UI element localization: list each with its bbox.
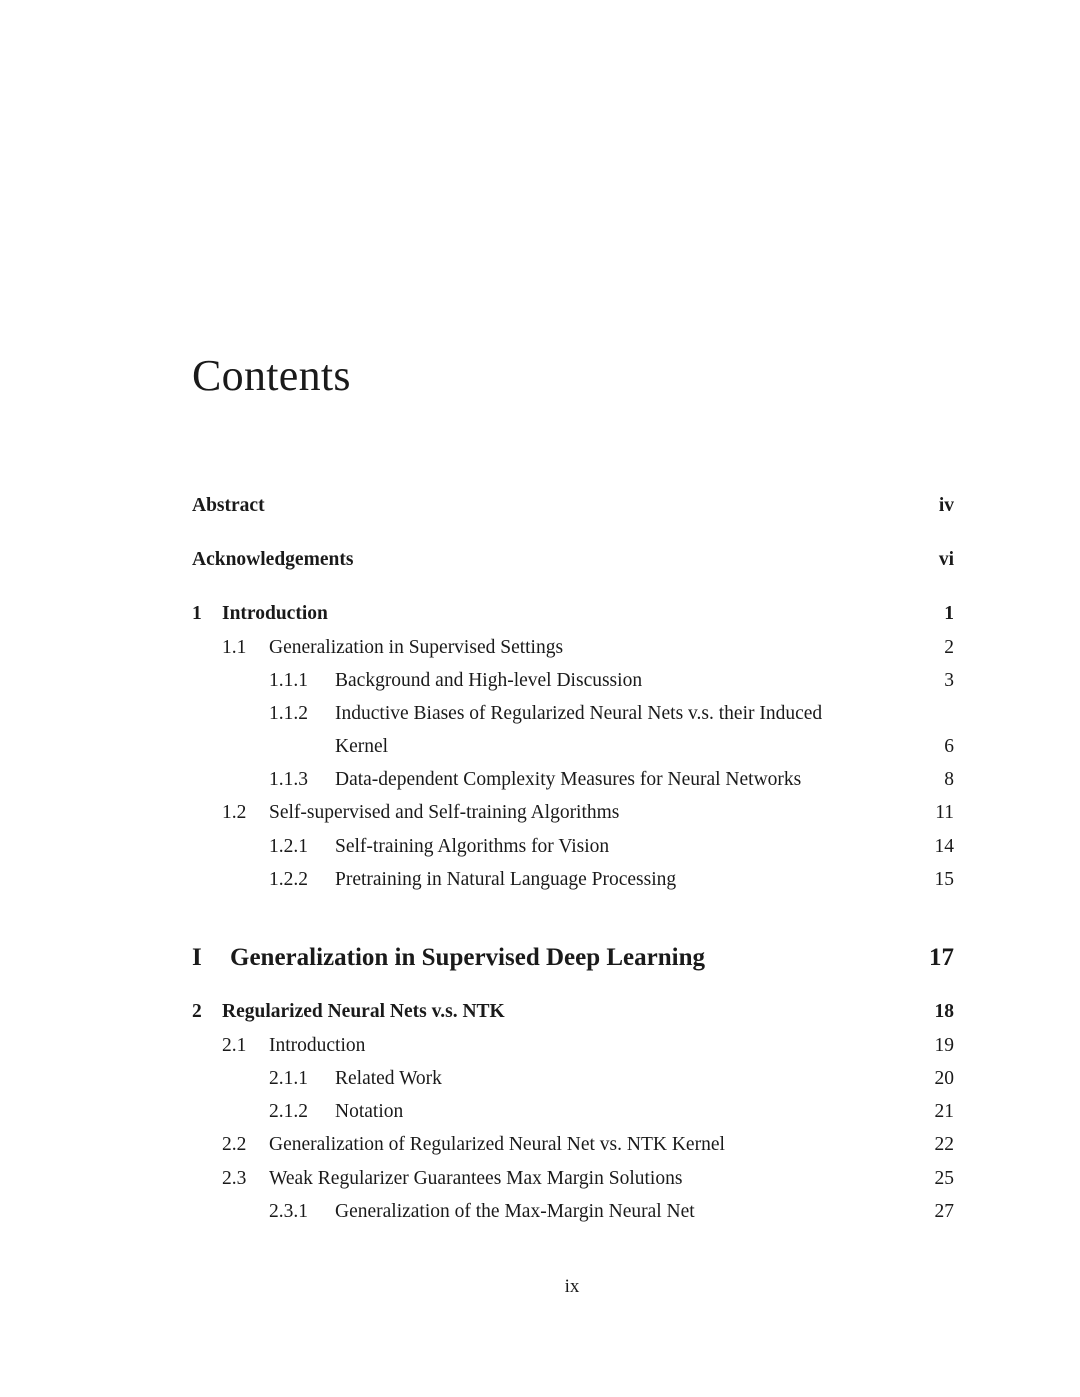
toc-entry-chapter-2[interactable] <box>192 997 954 1027</box>
toc-entry-1-2[interactable] <box>192 798 954 828</box>
toc-page-number: 19 <box>934 1035 954 1056</box>
toc-number: 2.1 <box>222 1035 247 1056</box>
toc-label: Generalization of the Max-Margin Neural Net <box>335 1201 695 1222</box>
toc-label: Generalization in Supervised Settings <box>269 637 564 658</box>
toc-entry-2-2[interactable] <box>192 1130 954 1160</box>
toc-label: Self-supervised and Self-training Algorithms <box>269 802 620 823</box>
page-title: Contents <box>192 351 351 400</box>
toc-page-number: 20 <box>934 1068 954 1089</box>
toc-label: Background and High-level Discussion <box>335 670 643 691</box>
toc-number: 2.1.2 <box>269 1101 308 1122</box>
footer-page-number: ix <box>564 1276 580 1297</box>
toc-entry-2-1-1[interactable] <box>192 1064 954 1094</box>
toc-page-number: 11 <box>935 802 954 823</box>
toc-number: 1.1.3 <box>269 769 308 790</box>
toc-page-number: 17 <box>929 944 954 971</box>
toc-number: 1.1.2 <box>269 703 308 724</box>
toc-page-number: 1 <box>944 603 954 624</box>
toc-entry-1-1-2-continued[interactable] <box>192 732 954 762</box>
toc-label: Introduction <box>222 603 328 624</box>
toc-label: Introduction <box>269 1035 366 1056</box>
toc-page-number: 25 <box>934 1168 954 1189</box>
toc-entry-1-2-2[interactable] <box>192 865 954 895</box>
toc-page-number: iv <box>938 495 954 516</box>
toc-number: 1.2 <box>222 802 247 823</box>
toc-number: 1 <box>192 603 202 624</box>
toc-page-number: 27 <box>934 1201 954 1222</box>
toc-label: Abstract <box>192 495 265 516</box>
toc-label: Regularized Neural Nets v.s. NTK <box>222 1001 505 1022</box>
toc-page-number: 15 <box>934 869 954 890</box>
toc-entry-1-1-2[interactable] <box>192 699 954 729</box>
toc-entry-abstract[interactable] <box>192 491 954 521</box>
toc-number: 2 <box>192 1001 202 1022</box>
toc-number: 1.1 <box>222 637 247 658</box>
toc-entry-part-1[interactable] <box>192 941 954 975</box>
toc-entry-1-1[interactable] <box>192 633 954 663</box>
toc-entry-1-1-1[interactable] <box>192 666 954 696</box>
toc-label: Weak Regularizer Guarantees Max Margin Solutions <box>269 1168 683 1189</box>
toc-number: 2.2 <box>222 1134 247 1155</box>
toc-page-number: 21 <box>934 1101 954 1122</box>
toc-page-number: 3 <box>944 670 954 691</box>
toc-number: 1.2.2 <box>269 869 308 890</box>
toc-label: Data-dependent Complexity Measures for Neural Networks <box>335 769 802 790</box>
toc-entry-2-3[interactable] <box>192 1164 954 1194</box>
toc-number: 1.1.1 <box>269 670 308 691</box>
toc-number: 2.1.1 <box>269 1068 308 1089</box>
toc-page-number: 18 <box>934 1001 954 1022</box>
toc-label: Self-training Algorithms for Vision <box>335 836 610 857</box>
toc-label: Generalization in Supervised Deep Learning <box>230 944 705 971</box>
toc-page-number: 22 <box>934 1134 954 1155</box>
toc-page-number: 6 <box>944 736 954 757</box>
toc-number: 2.3 <box>222 1168 247 1189</box>
toc-entry-1-1-3[interactable] <box>192 765 954 795</box>
toc-number: I <box>192 944 202 971</box>
toc-page-number: vi <box>938 549 954 570</box>
toc-label: Pretraining in Natural Language Processing <box>335 869 677 890</box>
toc-number: 1.2.1 <box>269 836 308 857</box>
toc-number: 2.3.1 <box>269 1201 308 1222</box>
toc-label-continued: Kernel <box>335 736 389 757</box>
toc-entry-2-3-1[interactable] <box>192 1197 954 1227</box>
toc-entry-acknowledgements[interactable] <box>192 545 954 575</box>
toc-label: Notation <box>335 1101 404 1122</box>
toc-label: Acknowledgements <box>192 549 354 570</box>
toc-entry-2-1-2[interactable] <box>192 1097 954 1127</box>
toc-entry-2-1[interactable] <box>192 1031 954 1061</box>
toc-page-number: 2 <box>944 637 954 658</box>
toc-label: Generalization of Regularized Neural Net vs. NTK Kernel <box>269 1134 725 1155</box>
toc-entry-1-2-1[interactable] <box>192 832 954 862</box>
toc-page-number: 8 <box>944 769 954 790</box>
toc-label: Inductive Biases of Regularized Neural Nets v.s. their Induced <box>335 703 823 724</box>
toc-page-number: 14 <box>934 836 954 857</box>
toc-label: Related Work <box>335 1068 442 1089</box>
toc-entry-chapter-1[interactable] <box>192 599 954 629</box>
